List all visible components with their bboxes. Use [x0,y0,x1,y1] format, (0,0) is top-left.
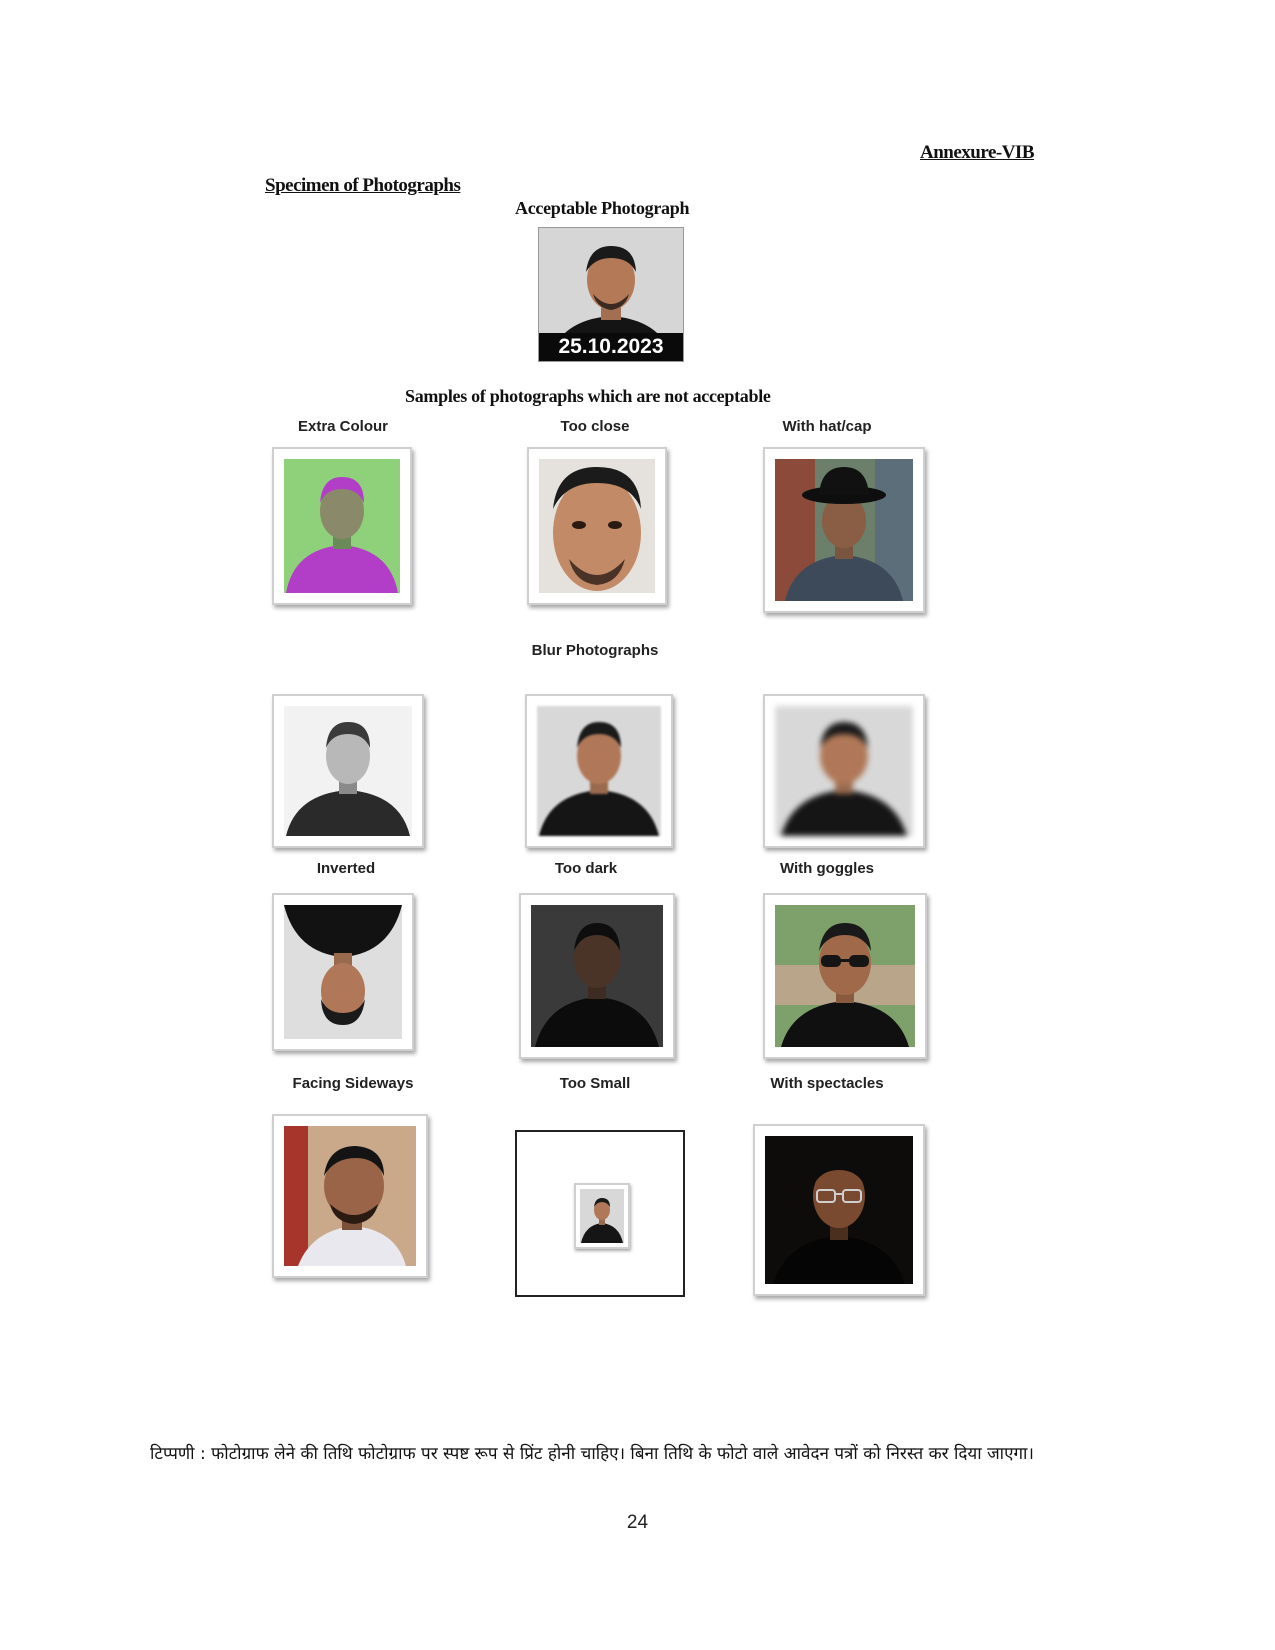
portrait-image [580,1189,624,1243]
specimen-title: Specimen of Photographs [265,175,461,196]
photo-blur-halftone [272,694,424,848]
portrait-image [537,706,661,836]
photo-extra-colour [272,447,412,605]
portrait-image [284,1126,416,1266]
annexure-label: Annexure-VIB [920,142,1034,163]
photo-too-close [527,447,667,605]
photo-blur-heavy [763,694,925,848]
caption-too-small: Too Small [559,1075,631,1092]
portrait-image [775,905,915,1047]
acceptable-photo [538,227,684,362]
portrait-image [531,905,663,1047]
portrait-image [765,1136,913,1284]
caption-too-close: Too close [560,418,630,435]
caption-with-spectacles: With spectacles [770,1075,884,1092]
portrait-image [284,706,412,836]
photo-date-stamp: 25.10.2023 [539,333,683,361]
caption-with-hat-cap: With hat/cap [782,418,872,435]
acceptable-photo-title: Acceptable Photograph [515,198,690,218]
photo-too-dark [519,893,675,1059]
caption-extra-colour: Extra Colour [297,418,388,435]
portrait-image [284,905,402,1039]
caption-inverted: Inverted [316,860,376,877]
hindi-note: टिप्पणी : फोटोग्राफ लेने की तिथि फोटोग्राफ पर स्पष्ट रूप से प्रिंट होनी चाहिए। बिना तिथि के फोटो वाले आवेदन पत्रों को निरस्त कर दिया जाएगा। [150,1444,1034,1464]
photo-blur-mild [525,694,673,848]
tiny-photo [574,1183,630,1249]
photo-inverted [272,893,414,1051]
portrait-image [539,459,655,593]
photo-too-small [515,1130,685,1297]
portrait-image [775,459,913,601]
photo-facing-sideways [272,1114,428,1278]
caption-blur-photographs: Blur Photographs [531,642,659,659]
page-number: 24 [626,1512,649,1533]
portrait-image [775,706,913,836]
caption-with-goggles: With goggles [779,860,875,877]
not-acceptable-title: Samples of photographs which are not acceptable [405,386,771,406]
photo-with-goggles [763,893,927,1059]
caption-too-dark: Too dark [554,860,618,877]
caption-facing-sideways: Facing Sideways [292,1075,414,1092]
photo-with-spectacles [753,1124,925,1296]
photo-with-hat-cap [763,447,925,613]
portrait-image [284,459,400,593]
